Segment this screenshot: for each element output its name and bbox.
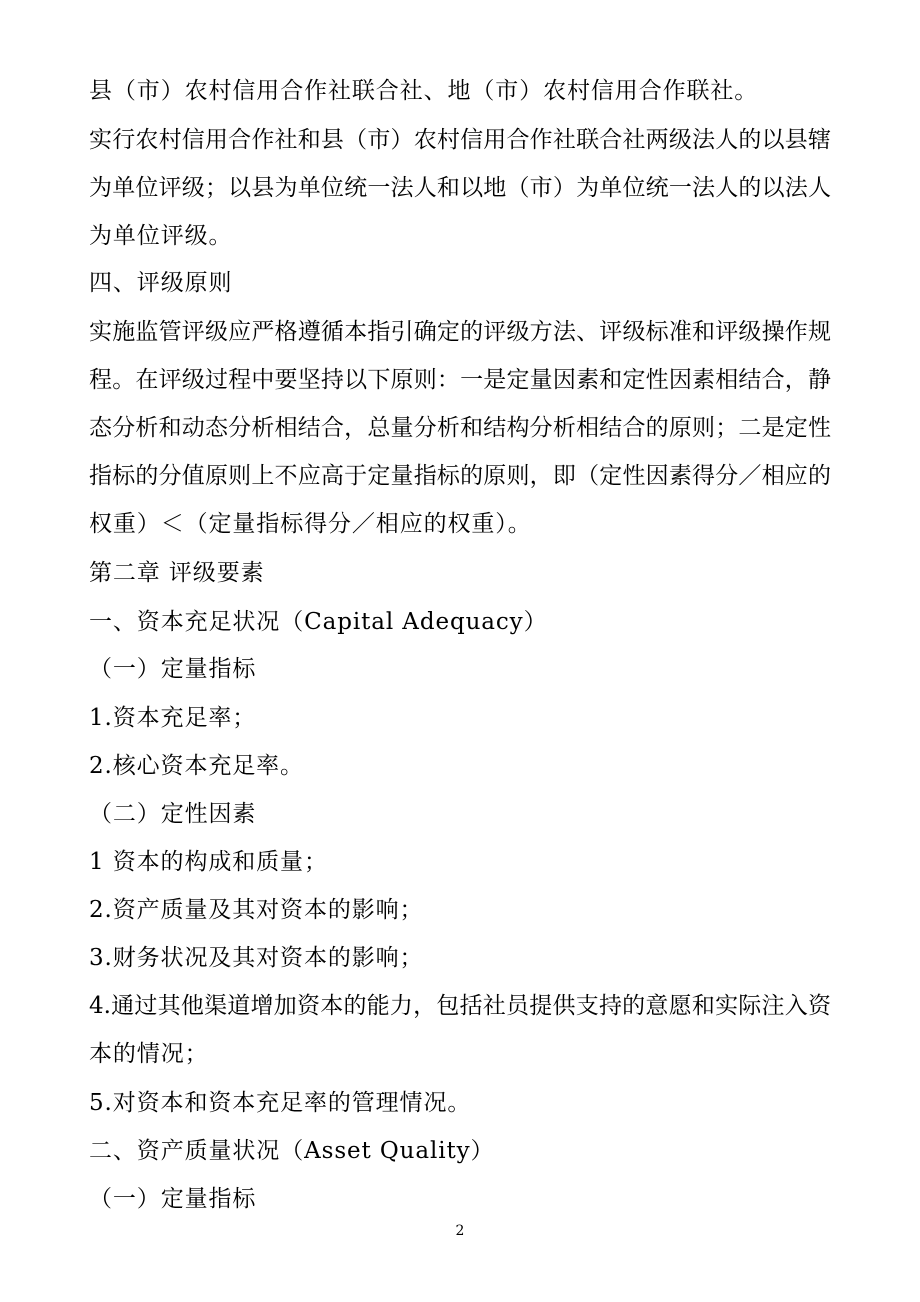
list-item: 1 资本的构成和质量； — [89, 849, 328, 875]
section-heading: 二、资产质量状况（Asset Quality） — [89, 1138, 495, 1164]
paragraph-line: 为单位评级；以县为单位统一法人和以地（市）为单位统一法人的以法人 — [89, 175, 831, 201]
paragraph-line: 实施监管评级应严格遵循本指引确定的评级方法、评级标准和评级操作规 — [89, 319, 831, 345]
section-heading: 四、评级原则 — [89, 270, 233, 296]
paragraph-line: 实行农村信用合作社和县（市）农村信用合作社联合社两级法人的以县辖 — [89, 127, 831, 153]
paragraph-line: 县（市）农村信用合作社联合社、地（市）农村信用合作联社。 — [89, 78, 759, 104]
chapter-heading: 第二章 评级要素 — [89, 560, 265, 586]
list-item: 4.通过其他渠道增加资本的能力，包括社员提供支持的意愿和实际注入资 — [89, 993, 831, 1019]
paragraph-line: 指标的分值原则上不应高于定量指标的原则，即（定性因素得分／相应的 — [89, 463, 831, 489]
subsection-heading: （二）定性因素 — [89, 801, 257, 827]
paragraph-line: 为单位评级。 — [89, 223, 233, 249]
list-item: 2.核心资本充足率。 — [89, 753, 304, 779]
list-item: 2.资产质量及其对资本的影响； — [89, 897, 424, 923]
list-item: 1.资本充足率； — [89, 705, 257, 731]
list-item: 3.财务状况及其对资本的影响； — [89, 945, 424, 971]
section-heading: 一、资本充足状况（Capital Adequacy） — [89, 609, 548, 635]
page-number: 2 — [455, 1223, 465, 1239]
paragraph-line: 权重）＜（定量指标得分／相应的权重）。 — [89, 511, 532, 537]
subsection-heading: （一）定量指标 — [89, 1186, 257, 1212]
list-item-continuation: 本的情况； — [89, 1041, 209, 1067]
paragraph-line: 态分析和动态分析相结合，总量分析和结构分析相结合的原则；二是定性 — [89, 415, 831, 441]
list-item: 5.对资本和资本充足率的管理情况。 — [89, 1090, 472, 1116]
subsection-heading: （一）定量指标 — [89, 656, 257, 682]
paragraph-line: 程。在评级过程中要坚持以下原则：一是定量因素和定性因素相结合，静 — [89, 367, 831, 393]
